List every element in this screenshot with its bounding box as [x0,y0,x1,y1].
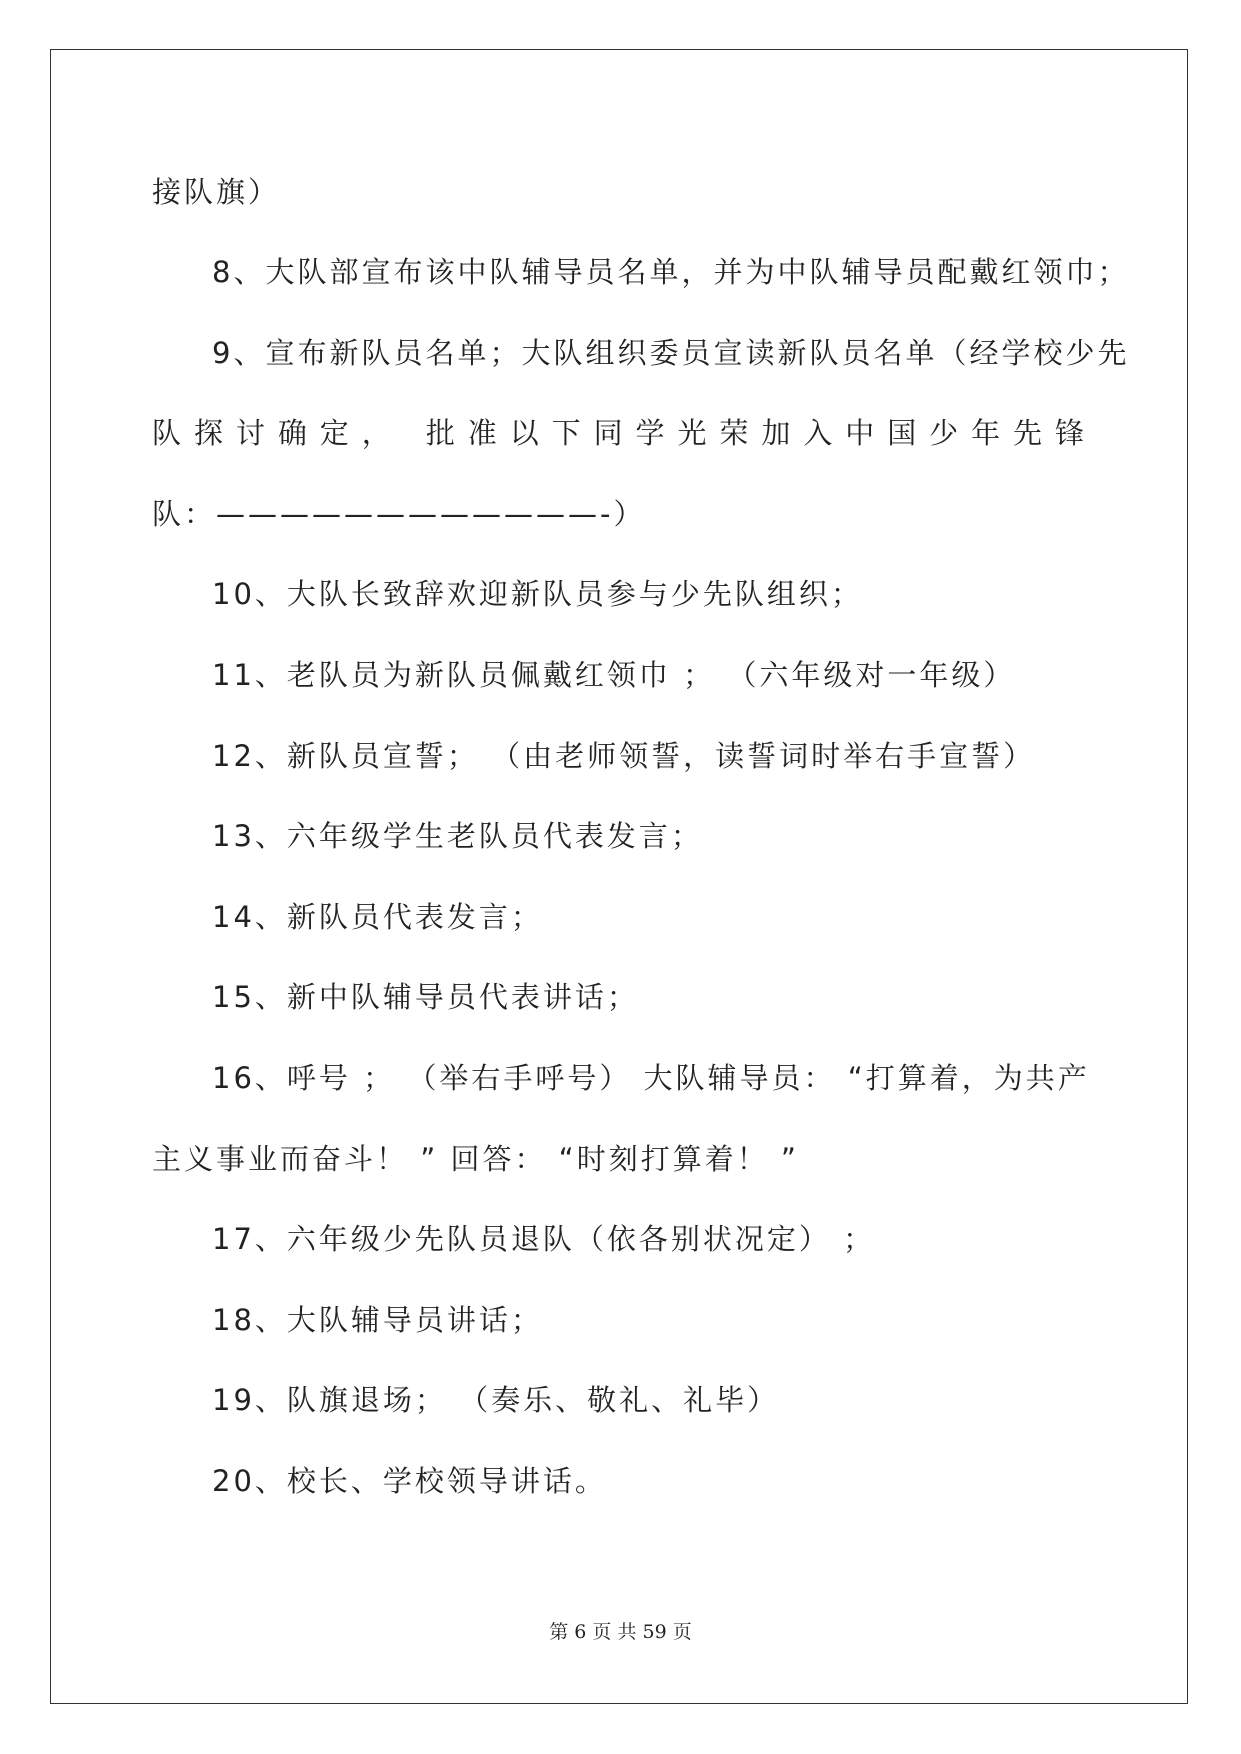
text-line-3: 9、宣布新队员名单；大队组织委员宣读新队员名单（经学校少先 [212,336,1130,370]
text-line-6: 10、大队长致辞欢迎新队员参与少先队组织； [212,577,863,611]
text-line-14: 17、六年级少先队员退队（依各别状况定） ； [212,1222,876,1256]
text-line-11: 15、新中队辅导员代表讲话； [212,980,639,1014]
text-line-7: 11、老队员为新队员佩戴红领巾 ； （六年级对一年级） [212,658,1016,692]
text-line-10: 14、新队员代表发言； [212,900,543,934]
text-line-17: 20、校长、学校领导讲话。 [212,1464,607,1498]
text-line-8: 12、新队员宣誓； （由老师领誓，读誓词时举右手宣誓） [212,739,1036,773]
text-line-12: 16、呼号 ； （举右手呼号） 大队辅导员： “打算着，为共产 [212,1061,1090,1095]
page-border [50,49,1188,1704]
text-line-4: 队探讨确定， 批准以下同学光荣加入中国少年先锋 [152,416,1084,450]
text-line-16: 19、队旗退场； （奏乐、敬礼、礼毕） [212,1383,780,1417]
text-line-5: 队：————————————-） [152,497,646,531]
text-line-15: 18、大队辅导员讲话； [212,1303,543,1337]
text-line-1: 接队旗） [152,175,281,209]
page-footer: 第 6 页 共 59 页 [549,1621,692,1643]
text-line-13: 主义事业而奋斗！ ” 回答： “时刻打算着！ ” [152,1142,799,1176]
text-line-2: 8、大队部宣布该中队辅导员名单，并为中队辅导员配戴红领巾； [212,255,1130,289]
text-line-9: 13、六年级学生老队员代表发言； [212,819,703,853]
